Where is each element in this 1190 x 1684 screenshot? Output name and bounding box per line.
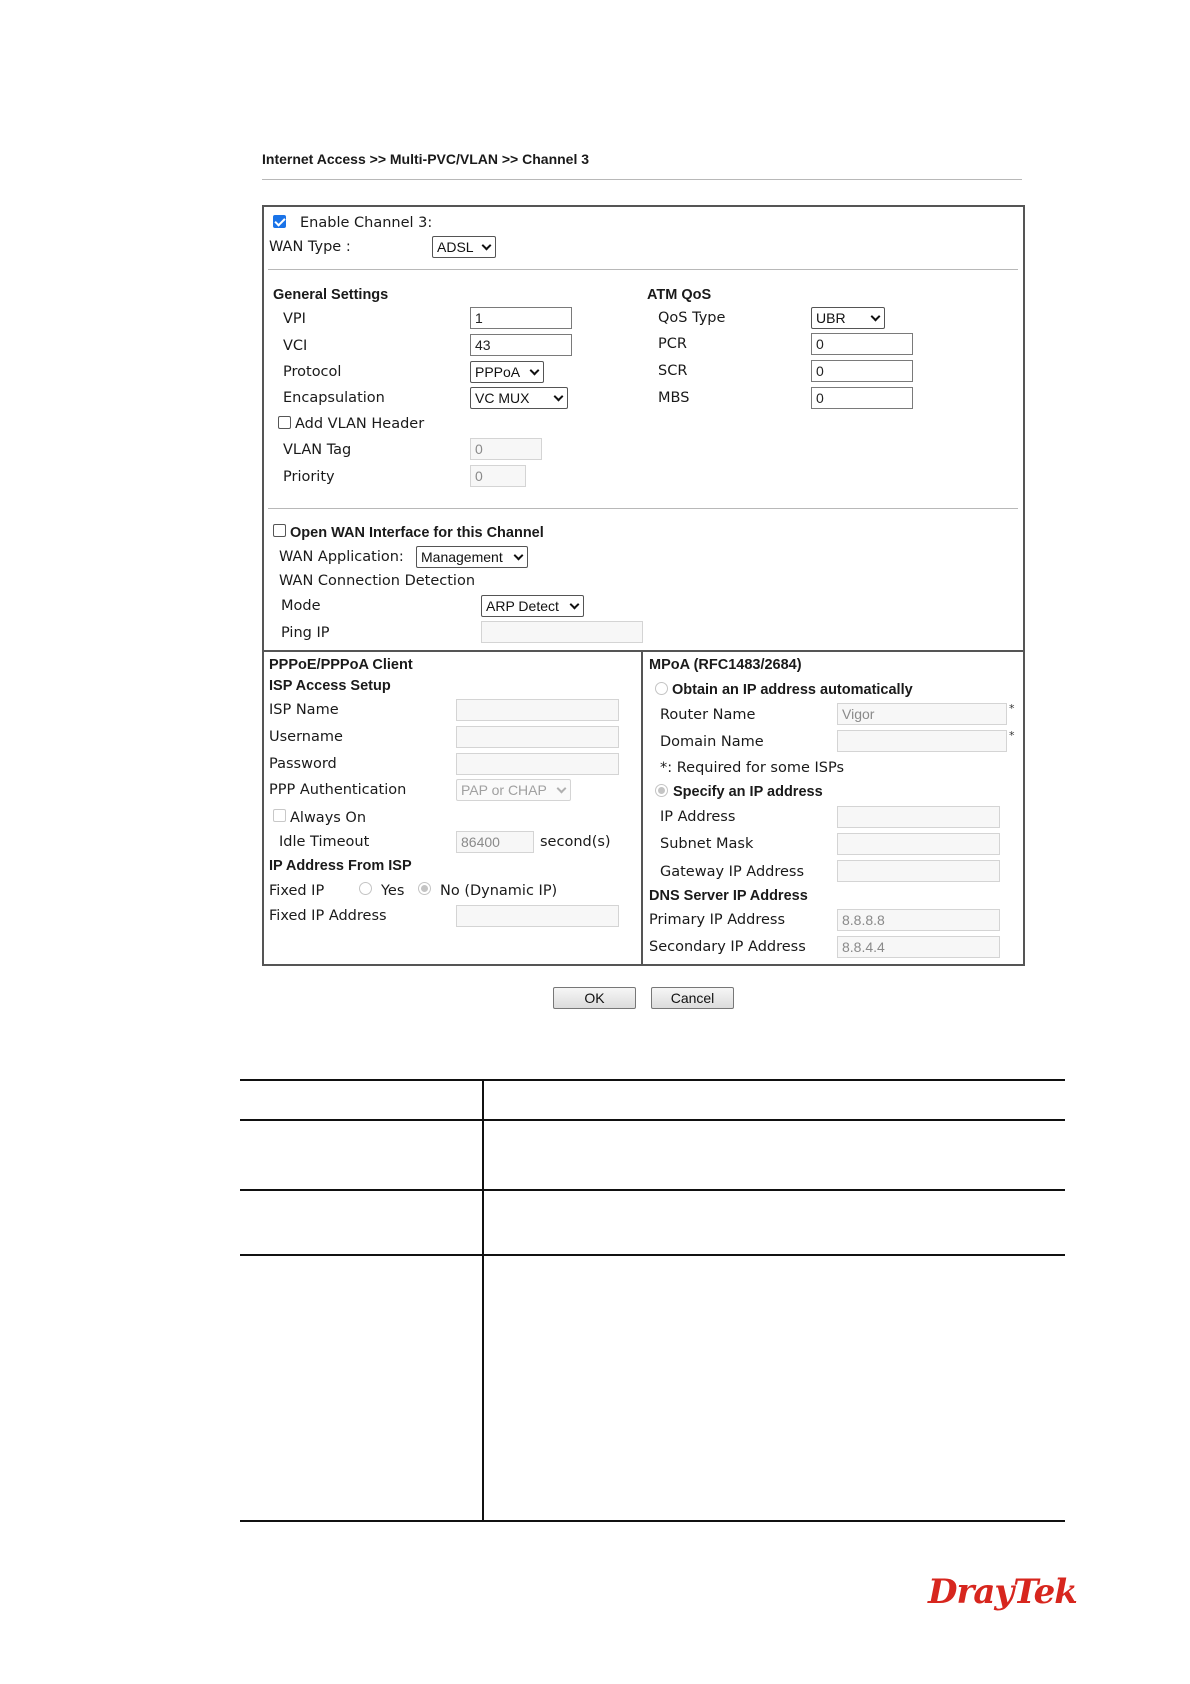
domain-name-label: Domain Name: [660, 734, 764, 750]
table-row-divider: [240, 1189, 1065, 1191]
table-bottom-border: [240, 1520, 1065, 1522]
primary-dns-label: Primary IP Address: [649, 912, 786, 928]
chevron-down-icon: [514, 551, 524, 561]
draytek-logo: DrayTek: [928, 1572, 1077, 1612]
table-top-border: [240, 1079, 1065, 1081]
ok-button[interactable]: OK: [553, 987, 636, 1009]
ping-ip-label: Ping IP: [281, 625, 330, 641]
fixed-ip-yes-label: Yes: [381, 883, 405, 899]
priority-label: Priority: [283, 469, 335, 485]
protocol-select[interactable]: PPPoA: [470, 361, 544, 383]
fixed-ip-yes-radio[interactable]: [359, 882, 372, 895]
required-note: *: Required for some ISPs: [660, 760, 845, 776]
fixed-ip-no-radio[interactable]: [418, 882, 431, 895]
always-on-checkbox[interactable]: [273, 809, 286, 822]
password-label: Password: [269, 756, 337, 772]
ppp-auth-select[interactable]: PAP or CHAP: [456, 779, 571, 801]
obtain-ip-radio[interactable]: [655, 682, 668, 695]
primary-dns-input[interactable]: 8.8.8.8: [837, 909, 1000, 931]
pcr-label: PCR: [658, 336, 687, 352]
vlan-tag-label: VLAN Tag: [283, 442, 352, 458]
domain-name-input[interactable]: [837, 730, 1007, 752]
vpi-label: VPI: [283, 311, 306, 327]
section-divider: [268, 508, 1018, 509]
enable-channel-checkbox[interactable]: [273, 215, 286, 228]
breadcrumb-divider: [262, 179, 1022, 180]
chevron-down-icon: [871, 312, 881, 322]
fixed-ip-no-label: No (Dynamic IP): [440, 883, 558, 899]
required-asterisk: *: [1009, 729, 1015, 742]
router-name-label: Router Name: [660, 707, 756, 723]
priority-input[interactable]: 0: [470, 465, 526, 487]
table-row-divider: [240, 1254, 1065, 1256]
encapsulation-select[interactable]: VC MUX: [470, 387, 568, 409]
subnet-mask-input[interactable]: [837, 833, 1000, 855]
username-label: Username: [269, 729, 343, 745]
ip-address-input[interactable]: [837, 806, 1000, 828]
scr-input[interactable]: 0: [811, 360, 913, 382]
fixed-ip-label: Fixed IP: [269, 883, 325, 899]
section-divider: [268, 269, 1018, 270]
encapsulation-label: Encapsulation: [283, 390, 385, 406]
table-column-divider: [482, 1079, 484, 1522]
mode-label: Mode: [281, 598, 321, 614]
gateway-ip-input[interactable]: [837, 860, 1000, 882]
ip-address-label: IP Address: [660, 809, 736, 825]
ip-from-isp-title: IP Address From ISP: [269, 858, 412, 874]
vpi-input[interactable]: 1: [470, 307, 572, 329]
scr-label: SCR: [658, 363, 688, 379]
wan-type-label: WAN Type :: [269, 239, 351, 255]
wan-application-select[interactable]: Management: [416, 546, 528, 568]
open-wan-checkbox[interactable]: [273, 524, 286, 537]
subnet-mask-label: Subnet Mask: [660, 836, 754, 852]
enable-channel-label: Enable Channel 3:: [300, 215, 433, 231]
lower-top-border: [262, 650, 1025, 652]
specify-ip-radio[interactable]: [655, 784, 668, 797]
vci-input[interactable]: 43: [470, 334, 572, 356]
add-vlan-checkbox[interactable]: [278, 416, 291, 429]
required-asterisk: *: [1009, 702, 1015, 715]
lower-middle-divider: [641, 650, 643, 966]
breadcrumb: Internet Access >> Multi-PVC/VLAN >> Channel 3: [262, 151, 590, 167]
fixed-ip-address-label: Fixed IP Address: [269, 908, 387, 924]
table-row-divider: [240, 1119, 1065, 1121]
general-settings-title: General Settings: [273, 287, 389, 303]
username-input[interactable]: [456, 726, 619, 748]
obtain-ip-label: Obtain an IP address automatically: [672, 682, 913, 698]
ppp-auth-label: PPP Authentication: [269, 782, 407, 798]
always-on-label: Always On: [290, 810, 367, 826]
cancel-button[interactable]: Cancel: [651, 987, 734, 1009]
gateway-ip-label: Gateway IP Address: [660, 864, 805, 880]
mpoa-title: MPoA (RFC1483/2684): [649, 657, 802, 673]
qos-type-label: QoS Type: [658, 310, 726, 326]
protocol-label: Protocol: [283, 364, 342, 380]
chevron-down-icon: [530, 366, 540, 376]
password-input[interactable]: [456, 753, 619, 775]
vci-label: VCI: [283, 338, 308, 354]
wan-type-select[interactable]: ADSL: [432, 236, 496, 258]
ping-ip-input[interactable]: [481, 621, 643, 643]
chevron-down-icon: [554, 392, 564, 402]
chevron-down-icon: [557, 784, 567, 794]
mode-select[interactable]: ARP Detect: [481, 595, 584, 617]
dns-server-title: DNS Server IP Address: [649, 888, 808, 904]
wan-application-label: WAN Application:: [279, 549, 404, 565]
open-wan-label: Open WAN Interface for this Channel: [290, 525, 544, 541]
secondary-dns-input[interactable]: 8.8.4.4: [837, 936, 1000, 958]
idle-timeout-input[interactable]: 86400: [456, 831, 534, 853]
pppoe-title: PPPoE/PPPoA Client: [269, 657, 413, 673]
chevron-down-icon: [482, 241, 492, 251]
wan-detection-label: WAN Connection Detection: [279, 573, 476, 589]
isp-name-input[interactable]: [456, 699, 619, 721]
specify-ip-label: Specify an IP address: [673, 784, 823, 800]
atm-qos-title: ATM QoS: [647, 287, 712, 303]
isp-name-label: ISP Name: [269, 702, 339, 718]
vlan-tag-input[interactable]: 0: [470, 438, 542, 460]
chevron-down-icon: [570, 600, 580, 610]
add-vlan-label: Add VLAN Header: [295, 416, 425, 432]
secondary-dns-label: Secondary IP Address: [649, 939, 806, 955]
mbs-label: MBS: [658, 390, 690, 406]
idle-timeout-label: Idle Timeout: [279, 834, 370, 850]
pcr-input[interactable]: 0: [811, 333, 913, 355]
mbs-input[interactable]: 0: [811, 387, 913, 409]
isp-access-setup-title: ISP Access Setup: [269, 678, 391, 694]
fixed-ip-address-input[interactable]: [456, 905, 619, 927]
qos-type-select[interactable]: UBR: [811, 307, 885, 329]
idle-timeout-unit: second(s): [540, 834, 611, 850]
router-name-input[interactable]: Vigor: [837, 703, 1007, 725]
